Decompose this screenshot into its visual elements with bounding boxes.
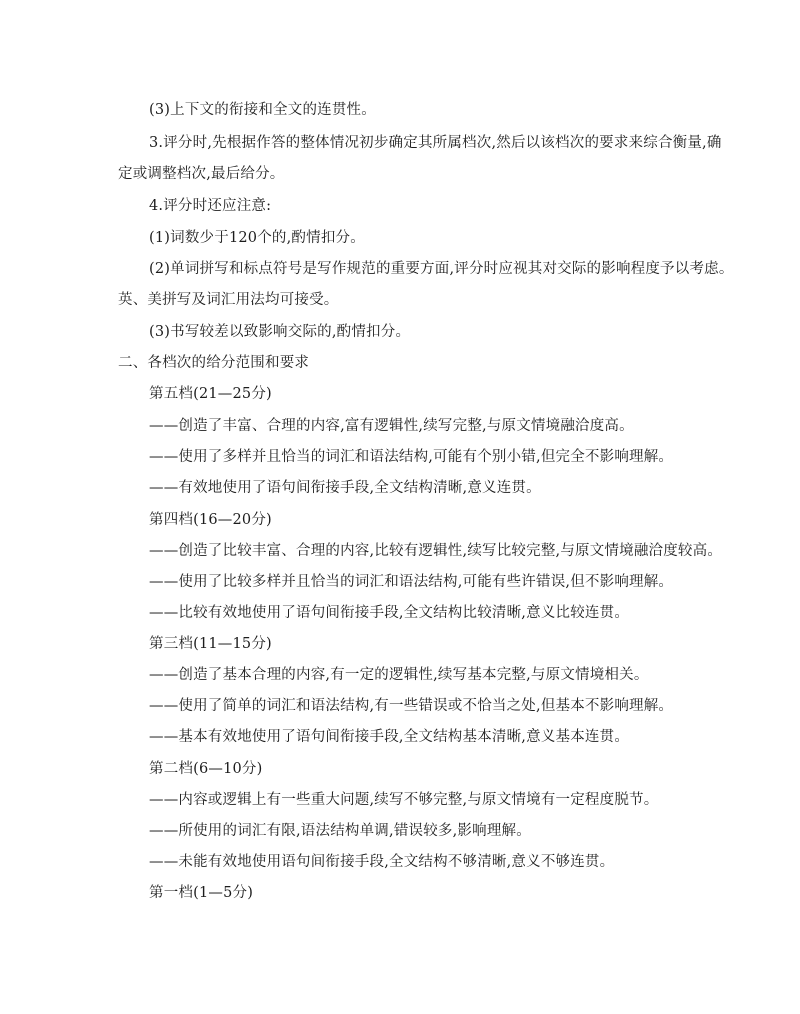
level-5-heading: 第五档(21—25分) [149, 386, 272, 402]
text-line-24: ——所使用的词汇有限,语法结构单调,错误较多,影响理解。 [149, 823, 531, 839]
text-line-3: 定或调整档次,最后给分。 [118, 166, 285, 182]
text-line-19: ——创造了基本合理的内容,有一定的逻辑性,续写基本完整,与原文情境相关。 [149, 667, 649, 683]
level-2-heading: 第二档(6—10分) [149, 761, 263, 777]
text-line-15: ——创造了比较丰富、合理的内容,比较有逻辑性,续写比较完整,与原文情境融洽度较高。 [149, 543, 723, 559]
section-heading: 二、各档次的给分范围和要求 [118, 355, 310, 371]
text-line-11: ——创造了丰富、合理的内容,富有逻辑性,续写完整,与原文情境融洽度高。 [149, 418, 634, 434]
text-line-8: (3)书写较差以致影响交际的,酌情扣分。 [149, 324, 411, 340]
text-line-6: (2)单词拼写和标点符号是写作规范的重要方面,评分时应视其对交际的影响程度予以考虑。 [149, 261, 734, 277]
text-line-20: ——使用了简单的词汇和语法结构,有一些错误或不恰当之处,但基本不影响理解。 [149, 698, 674, 714]
text-line-2: 3.评分时,先根据作答的整体情况初步确定其所属档次,然后以该档次的要求来综合衡量,确 [149, 135, 722, 151]
level-4-heading: 第四档(16—20分) [149, 512, 272, 528]
text-line-7: 英、美拼写及词汇用法均可接受。 [118, 292, 339, 308]
text-line-12: ——使用了多样并且恰当的词汇和语法结构,可能有个别小错,但完全不影响理解。 [149, 449, 674, 465]
text-line-21: ——基本有效地使用了语句间衔接手段,全文结构基本清晰,意义基本连贯。 [149, 729, 630, 745]
text-line-23: ——内容或逻辑上有一些重大问题,续写不够完整,与原文情境有一定程度脱节。 [149, 792, 659, 808]
text-line-13: ——有效地使用了语句间衔接手段,全文结构清晰,意义连贯。 [149, 480, 541, 496]
text-line-17: ——比较有效地使用了语句间衔接手段,全文结构比较清晰,意义比较连贯。 [149, 605, 630, 621]
level-3-heading: 第三档(11—15分) [149, 636, 272, 652]
text-line-1: (3)上下文的衔接和全文的连贯性。 [149, 102, 376, 118]
level-1-heading: 第一档(1—5分) [149, 885, 254, 901]
text-line-16: ——使用了比较多样并且恰当的词汇和语法结构,可能有些许错误,但不影响理解。 [149, 574, 674, 590]
text-line-25: ——未能有效地使用语句间衔接手段,全文结构不够清晰,意义不够连贯。 [149, 854, 615, 870]
text-line-5: (1)词数少于120个的,酌情扣分。 [149, 230, 365, 246]
text-line-4: 4.评分时还应注意: [149, 198, 272, 214]
